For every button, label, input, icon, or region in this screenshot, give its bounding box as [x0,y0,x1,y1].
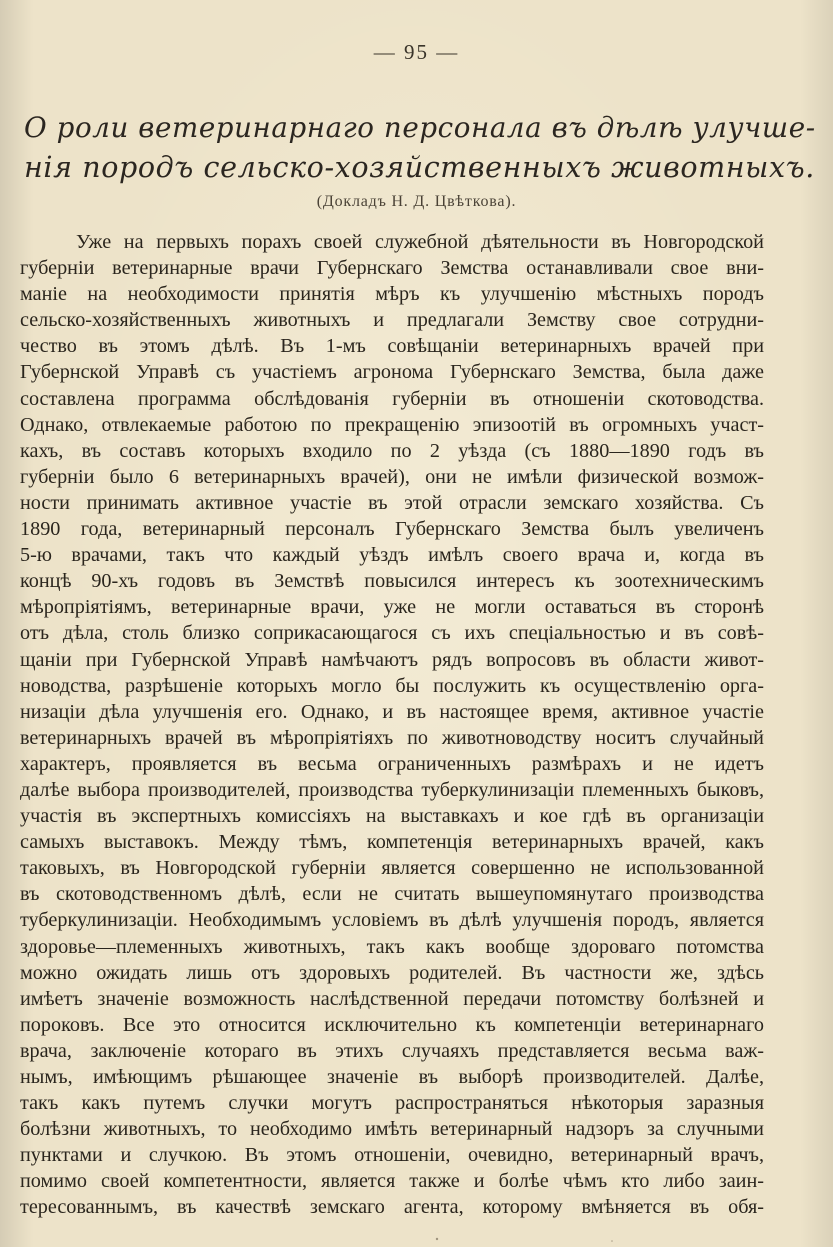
text-line: туберкулинизаціи. Необходимымъ условіемъ въ дѣлѣ улучшенія породъ, является [20,909,764,932]
paper-speck [436,1238,438,1240]
text-line: кахъ, въ составъ которыхъ входило по 2 уѣзда (съ 1880—1890 годъ въ [20,439,764,462]
text-line: пороковъ. Все это относится исключительно къ компетенціи ветеринарнаго [20,1013,764,1036]
text-line: Губернской Управѣ съ участіемъ агронома Губернскаго Земства, была даже [20,361,764,384]
text-line: болѣзни животныхъ, то необходимо имѣть ветеринарный надзоръ за случными [20,1118,764,1141]
text-line: участія въ экспертныхъ комиссіяхъ на выставкахъ и кое гдѣ въ организаціи [20,805,764,828]
text-line: имѣетъ значеніе возможность наслѣдственной передачи потомству болѣзней и [20,987,764,1010]
text-line: сельско-хозяйственныхъ животныхъ и предлагали Земству свое сотрудни- [20,309,764,332]
title-line-1: О роли ветеринарнаго персонала въ дѣлѣ улучше- [24,111,816,144]
text-line: тересованнымъ, въ качествѣ земскаго агента, которому вмѣняется въ обя- [20,1196,764,1219]
text-line: щаніи при Губернской Управѣ намѣчаютъ рядъ вопросовъ въ области живот- [20,648,764,671]
text-line: 5-ю врачами, такъ что каждый уѣздъ имѣлъ своего врача и, когда въ [20,544,764,567]
text-line: врача, заключеніе котораго въ этихъ случаяхъ представляется весьма важ- [20,1039,764,1062]
text-line: здоровье—племенныхъ животныхъ, такъ какъ вообще здороваго потомства [20,935,764,958]
title-line-2: нія породъ сельско-хозяйственныхъ животныхъ. [24,151,815,184]
article-title [24,108,814,188]
text-line: Однако, отвлекаемые работою по прекращенію эпизоотій въ огромныхъ участ- [20,413,764,436]
text-line: пунктами и случкою. Въ этомъ отношеніи, очевидно, ветеринарный врачъ, [20,1144,764,1167]
text-line: губерніи было 6 ветеринарныхъ врачей), они не имѣли физической возмож- [20,465,764,488]
text-line: отъ дѣла, столь близко соприкасающагося съ ихъ спеціальностью и въ совѣ- [20,622,764,645]
text-line: нымъ, имѣющимъ рѣшающее значеніе въ выборѣ производителей. Далѣе, [20,1066,764,1088]
text-line: губерніи ветеринарные врачи Губернскаго Земства останавливали свое вни- [20,257,764,280]
text-line: низаціи дѣла улучшенія его. Однако, и въ настоящее время, активное участіе [20,700,764,723]
text-line: такъ какъ путемъ случки могутъ распространяться нѣкоторыя заразныя [20,1092,764,1115]
text-line: 1890 года, ветеринарный персоналъ Губернскаго Земства былъ увеличенъ [20,518,764,541]
text-line: ности принимать активное участіе въ этой отрасли земскаго хозяйства. Съ [20,491,764,514]
text-line: составлена программа обслѣдованія губерніи въ отношеніи скотоводства. [20,387,764,410]
paper-speck [611,1240,613,1242]
text-line: можно ожидать лишь отъ здоровыхъ родителей. Въ частности же, здѣсь [20,961,764,984]
text-line: Уже на первыхъ порахъ своей служебной дѣятельности въ Новгородской [76,231,764,253]
text-line: въ скотоводственномъ дѣлѣ, если не считать вышеупомянутаго производства [20,883,764,906]
text-line: самыхъ выставокъ. Между тѣмъ, компетенція ветеринарныхъ врачей, какъ [20,831,764,854]
text-line: помимо своей компетентности, является также и болѣе чѣмъ кто либо заин- [20,1170,764,1193]
text-line: маніе на необходимости принятія мѣръ къ улучшенію мѣстныхъ породъ [20,283,764,306]
text-line: новодства, разрѣшеніе которыхъ могло бы послужить къ осуществленію орга- [20,674,764,697]
text-line: концѣ 90-хъ годовъ въ Земствѣ повысился интересъ къ зоотехническимъ [20,570,764,593]
page-number: — 95 — [373,40,460,64]
text-line: характеръ, проявляется въ весьма ограниченныхъ размѣрахъ и не идетъ [20,752,764,775]
author-byline: (Докладъ Н. Д. Цвѣткова). [316,193,517,210]
text-line: мѣропріятіямъ, ветеринарные врачи, уже не могли оставаться въ сторонѣ [20,596,764,619]
text-line: таковыхъ, въ Новгородской губерніи является совершенно не использованной [20,857,764,880]
text-line: чество въ этомъ дѣлѣ. Въ 1-мъ совѣщаніи ветеринарныхъ врачей при [20,335,764,358]
text-line: далѣе выбора производителей, производства туберкулинизаціи племенныхъ быковъ, [20,778,764,801]
text-line: ветеринарныхъ врачей въ мѣропріятіяхъ по животноводству носитъ случайный [20,726,764,749]
body-paragraph [20,229,764,1221]
